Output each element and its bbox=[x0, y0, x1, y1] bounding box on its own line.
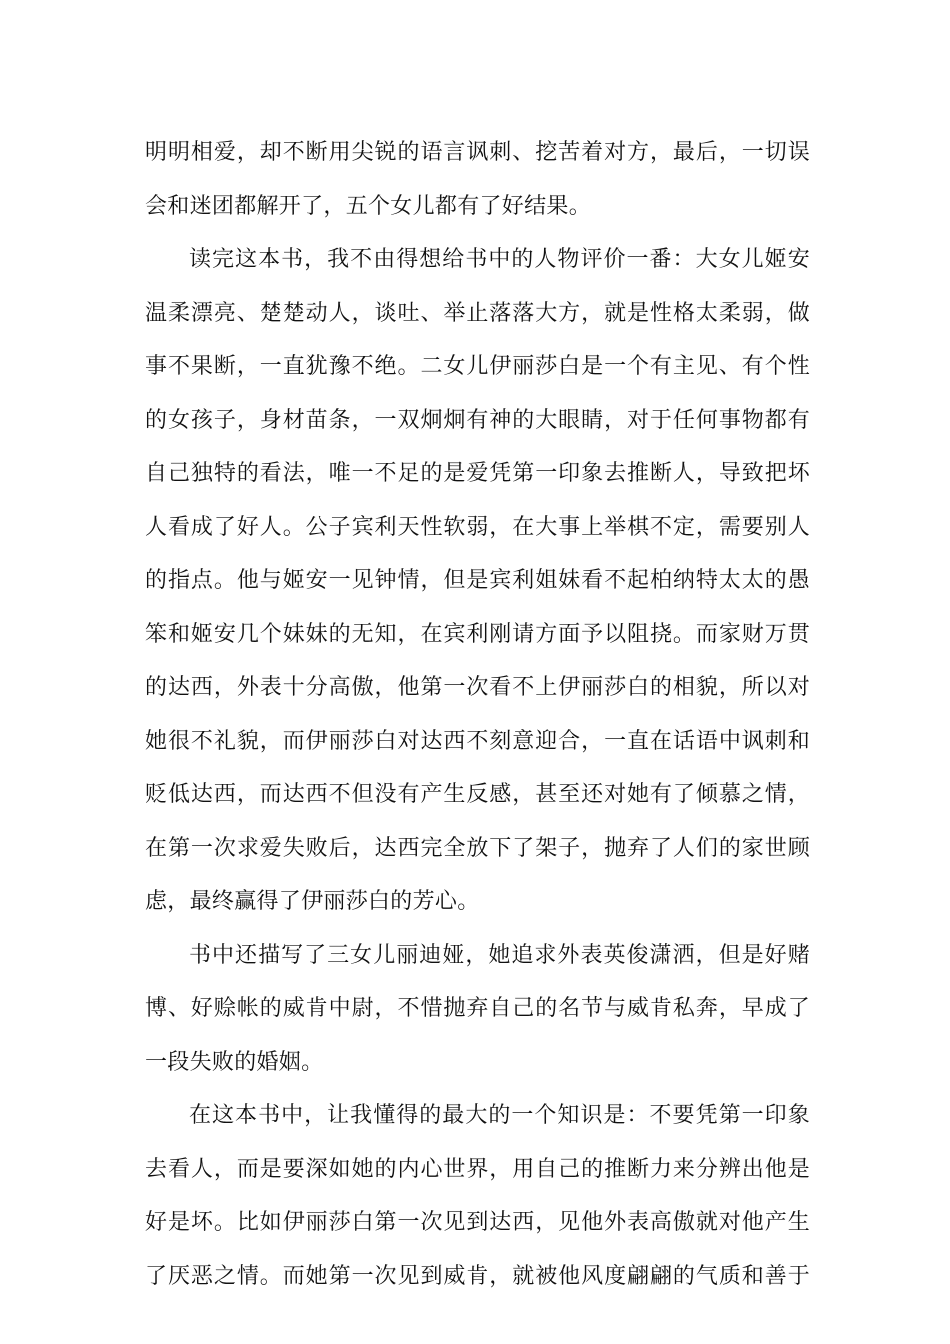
text-line: 的指点。他与姬安一见钟情，但是宾利姐妹看不起柏纳特太太的愚 bbox=[145, 568, 810, 593]
text-line: 明明相爱，却不断用尖锐的语言讽刺、挖苦着对方，最后，一切误 bbox=[145, 140, 810, 165]
text-line: 了厌恶之情。而她第一次见到威肯，就被他风度翩翩的气质和善于 bbox=[145, 1263, 810, 1289]
text-line: 在这本书中，让我懂得的最大的一个知识是：不要凭第一印象 bbox=[189, 1103, 810, 1128]
text-line: 书中还描写了三女儿丽迪娅，她追求外表英俊潇洒，但是好赌 bbox=[189, 942, 810, 968]
text-line: 好是坏。比如伊丽莎白第一次见到达西，见他外表高傲就对他产生 bbox=[145, 1210, 810, 1235]
text-line: 的达西，外表十分高傲，他第一次看不上伊丽莎白的相貌，所以对 bbox=[145, 675, 810, 700]
text-line: 在第一次求爱失败后，达西完全放下了架子，抛弃了人们的家世顾 bbox=[145, 835, 810, 861]
text-line: 贬低达西，而达西不但没有产生反感，甚至还对她有了倾慕之情， bbox=[145, 782, 810, 807]
text-line: 虑，最终赢得了伊丽莎白的芳心。 bbox=[145, 889, 480, 914]
text-line: 读完这本书，我不由得想给书中的人物评价一番：大女儿姬安 bbox=[189, 247, 810, 272]
text-line: 去看人，而是要深如她的内心世界，用自己的推断力来分辨出他是 bbox=[145, 1156, 810, 1182]
body-text bbox=[145, 126, 810, 1303]
text-line: 一段失败的婚姻。 bbox=[145, 1049, 324, 1075]
text-line: 事不果断，一直犹豫不绝。二女儿伊丽莎白是一个有主见、有个性 bbox=[145, 354, 810, 379]
text-line: 温柔漂亮、楚楚动人，谈吐、举止落落大方，就是性格太柔弱，做 bbox=[145, 300, 810, 326]
text-line: 她很不礼貌，而伊丽莎白对达西不刻意迎合，一直在话语中讽刺和 bbox=[145, 728, 810, 754]
text-line: 的女孩子，身材苗条，一双炯炯有神的大眼睛，对于任何事物都有 bbox=[145, 407, 810, 433]
text-line: 笨和姬安几个妹妹的无知，在宾利刚请方面予以阻挠。而家财万贯 bbox=[145, 621, 810, 647]
text-line: 会和迷团都解开了，五个女儿都有了好结果。 bbox=[145, 193, 592, 219]
text-line: 自己独特的看法，唯一不足的是爱凭第一印象去推断人，导致把坏 bbox=[145, 461, 810, 486]
text-line: 博、好赊帐的威肯中尉，不惜抛弃自己的名节与威肯私奔，早成了 bbox=[145, 996, 810, 1021]
text-line: 人看成了好人。公子宾利天性软弱，在大事上举棋不定，需要别人 bbox=[145, 514, 810, 540]
